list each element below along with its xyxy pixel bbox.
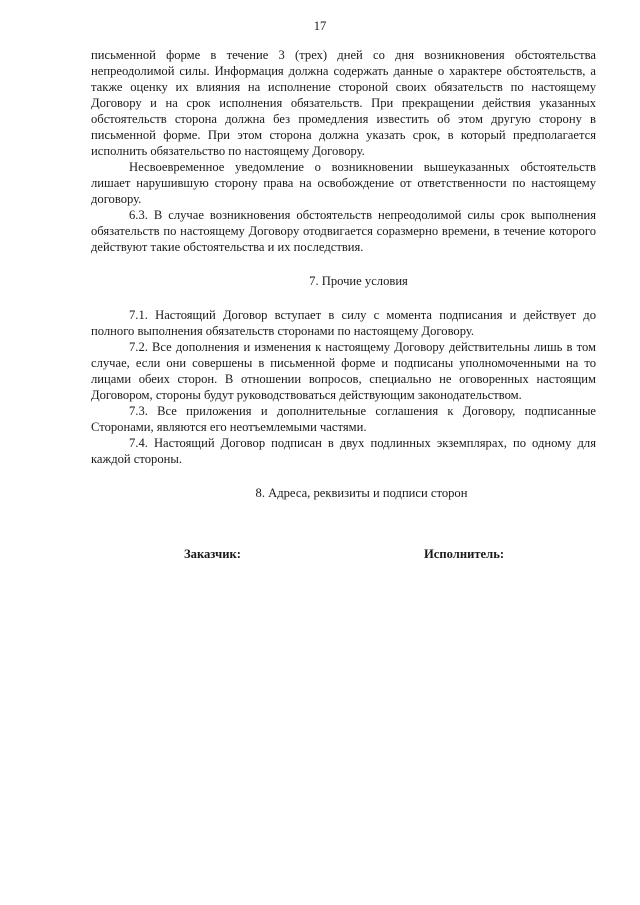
paragraph-7-2: 7.2. Все дополнения и изменения к настоящему Договору действительны лишь в том случае, если они совершены в письменной форме и подписаны уполномоченными на то лицами обеих сторон. В отношении вопросов, специально не оговоренных настоящим Договором, стороны будут руководствоваться действующим законодательством. <box>91 340 596 402</box>
customer-label: Заказчик: <box>184 547 241 561</box>
document-body <box>91 47 596 501</box>
contractor-label: Исполнитель: <box>424 547 505 561</box>
section-8-title: 8. Адреса, реквизиты и подписи сторон <box>255 486 468 500</box>
paragraph-7-1: 7.1. Настоящий Договор вступает в силу с момента подписания и действует до полного выполнения обязательств сторонами по настоящему Договору. <box>91 308 596 338</box>
paragraph-7-3: 7.3. Все приложения и дополнительные соглашения к Договору, подписанные Сторонами, являются его неотъемлемыми частями. <box>91 404 596 434</box>
section-7-title: 7. Прочие условия <box>309 274 408 288</box>
page-number: 17 <box>313 19 327 33</box>
paragraph-late-notification: Несвоевременное уведомление о возникновении вышеуказанных обстоятельств лишает нарушившую сторону права на освобождение от ответственности по настоящему договору. <box>91 160 596 206</box>
paragraph-force-majeure-notice: письменной форме в течение 3 (трех) дней со дня возникновения обстоятельства непреодолимой силы. Информация должна содержать данные о характере обстоятельств, а также оценку их влияния на исполнение стороной своих обязательств по настоящему Договору и на срок исполнения обязательств. При прекращении действия указанных обстоятельств сторона должна без промедления известить об этом другую сторону в письменной форме. При этом сторона должна указать срок, в который предполагается исполнить обязательство по настоящему Договору. <box>91 48 596 158</box>
paragraph-6-3: 6.3. В случае возникновения обстоятельств непреодолимой силы срок выполнения обязательств по настоящему Договору отодвигается соразмерно времени, в течение которого действуют такие обстоятельства и их последствия. <box>91 208 596 254</box>
signature-block <box>0 546 640 566</box>
paragraph-7-4: 7.4. Настоящий Договор подписан в двух подлинных экземплярах, по одному для каждой стороны. <box>91 436 596 466</box>
